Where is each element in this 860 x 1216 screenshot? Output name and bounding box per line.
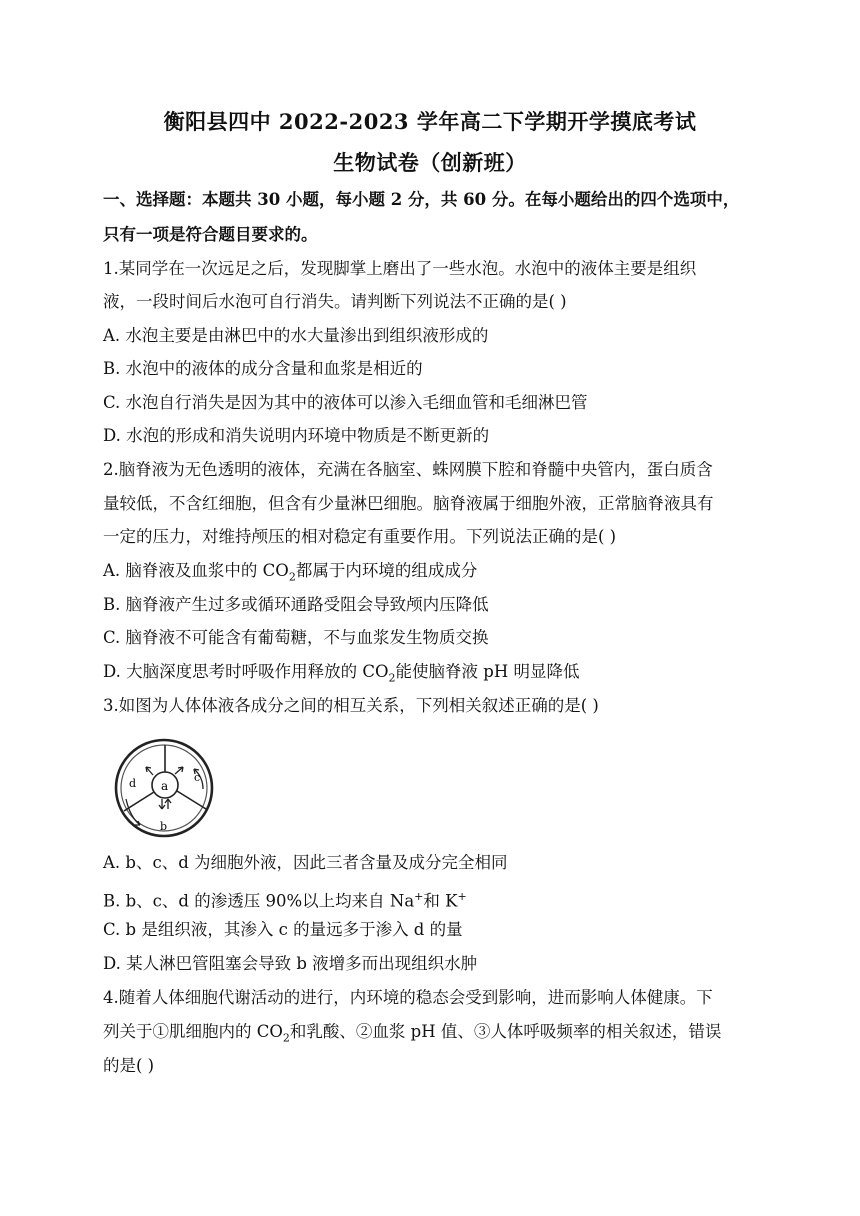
q1-option-d: D. 水泡的形成和消失说明内环境中物质是不断更新的 (103, 426, 490, 445)
exam-subtitle: 生物试卷（创新班） (333, 150, 527, 175)
q2-stem-line3: 一定的压力，对维持颅压的相对稳定有重要作用。下列说法正确的是( ) (103, 527, 617, 546)
q3-option-b: B. b、c、d 的渗透压 90%以上均来自 Na+和 K+ (103, 890, 467, 911)
section-heading-line1: 一、选择题：本题共 30 小题，每小题 2 分，共 60 分。在每小题给出的四个选项中， (103, 190, 740, 209)
q2-option-b: B. 脑脊液产生过多或循环通路受阻会导致颅内压降低 (103, 595, 489, 614)
q3-option-d: D. 某人淋巴管阻塞会导致 b 液增多而出现组织水肿 (103, 954, 478, 973)
q2-option-c: C. 脑脊液不可能含有葡萄糖，不与血浆发生物质交换 (103, 628, 489, 647)
section-heading-line2: 只有一项是符合题目要求的。 (103, 225, 318, 244)
q1-stem-line2: 液，一段时间后水泡可自行消失。请判断下列说法不正确的是( ) (103, 292, 567, 311)
q1-option-a: A. 水泡主要是由淋巴中的水大量渗出到组织液形成的 (103, 326, 489, 345)
q1-stem-line1: 1.某同学在一次远足之后，发现脚掌上磨出了一些水泡。水泡中的液体主要是组织 (103, 259, 697, 278)
q3-option-a: A. b、c、d 为细胞外液，因此三者含量及成分完全相同 (103, 853, 508, 872)
q4-stem-line2: 列关于①肌细胞内的 $CO_2$和乳酸、②血浆 pH 值、③人体呼吸频率的相关叙述，错误 (103, 1022, 722, 1045)
label-d: d (129, 777, 137, 790)
q2-stem-line1: 2.脑脊液为无色透明的液体，充满在各脑室、蛛网膜下腔和脊髓中央管内，蛋白质含 (103, 460, 713, 479)
q2-stem-line2: 量较低，不含红细胞，但含有少量淋巴细胞。脑脊液属于细胞外液，正常脑脊液具有 (103, 494, 714, 513)
q1-option-c: C. 水泡自行消失是因为其中的液体可以渗入毛细血管和毛细淋巴管 (103, 393, 588, 412)
q1-option-b: B. 水泡中的液体的成分含量和血浆是相近的 (103, 359, 423, 378)
q4-stem-line3: 的是( ) (103, 1056, 155, 1075)
label-c: c (194, 771, 201, 784)
label-b: b (160, 820, 168, 833)
label-a: a (161, 779, 169, 793)
exam-title: 衡阳县四中 2022-2023 学年高二下学期开学摸底考试 (163, 109, 697, 134)
divider-right (177, 791, 206, 809)
q2-option-a: A. 脑脊液及血浆中的 $CO_2$都属于内环境的组成成分 (103, 561, 478, 584)
q4-stem-line1: 4.随着人体细胞代谢活动的进行，内环境的稳态会受到影响，进而影响人体健康。下 (103, 988, 713, 1007)
body-fluid-diagram (110, 737, 222, 840)
q3-stem: 3.如图为人体体液各成分之间的相互关系，下列相关叙述正确的是( ) (103, 696, 599, 715)
q3-option-c: C. b 是组织液，其渗入 c 的量远多于渗入 d 的量 (103, 920, 463, 939)
q2-option-d: D. 大脑深度思考时呼吸作用释放的 $CO_2$能使脑脊液 pH 明显降低 (103, 662, 580, 685)
